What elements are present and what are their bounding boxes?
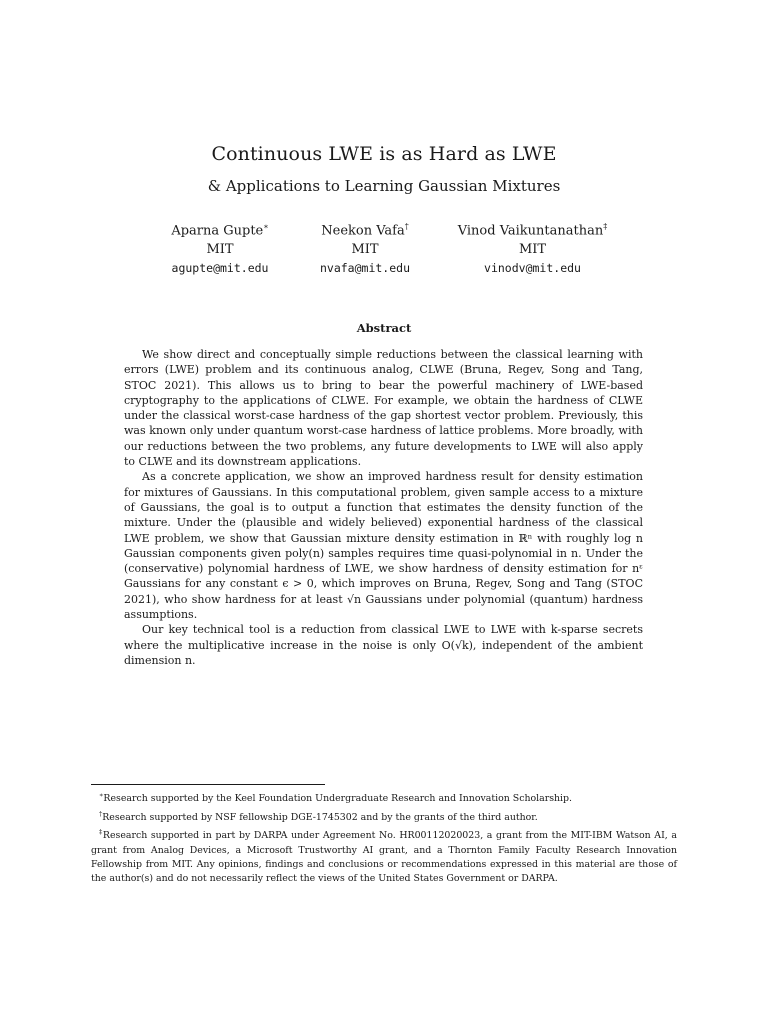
author-name: Neekon Vafa† <box>321 222 409 239</box>
author-affiliation: MIT <box>206 242 234 258</box>
paper-subtitle: & Applications to Learning Gaussian Mixtures <box>207 177 561 195</box>
abstract-paragraph: We show direct and conceptually simple reductions between the classical learning with errors (LWE) problem and its continuous analog, CLWE (Bruna, Regev, Song and Tang, STOC 2021). This allows us to bring to bear the powerful machinery of LWE-based cryptography to the applications of CLWE. For example, we obtain the hardness of CLWE under the classical worst-case hardness of the gap shortest vector problem. Previously, this was known only under quantum worst-case hardness of lattice problems. More broadly, with our reductions between the two problems, any future developments to LWE will also apply to CLWE and its downstream applications. <box>124 348 643 469</box>
author-affiliation: MIT <box>351 242 379 258</box>
author-name: Aparna Gupte∗ <box>171 222 269 239</box>
abstract-body <box>124 347 643 668</box>
abstract-heading: Abstract <box>356 321 412 335</box>
footnote: ∗Research supported by the Keel Foundation Undergraduate Research and Innovation Scholarship. <box>99 791 573 805</box>
author-block <box>445 217 620 278</box>
footnotes <box>91 788 677 887</box>
author-email: vinodv@mit.edu <box>484 261 581 276</box>
footnote: †Research supported by NSF fellowship DGE-1745302 and by the grants of the third author. <box>99 809 538 823</box>
footnote-mark: ‡ <box>603 222 608 231</box>
abstract-paragraph: As a concrete application, we show an improved hardness result for density estimation for mixtures of Gaussians. In this computational problem, given sample access to a mixture of Gaussians, the goal is to output a function that estimates the density function of the mixture. Under the (plausible and widely believed) exponential hardness of the classical LWE problem, we show that Gaussian mixture density estimation in ℝⁿ with roughly log n Gaussian components given poly(n) samples requires time quasi-polynomial in n. Under the (conservative) polynomial hardness of LWE, we show hardness of density estimation for nᵋ Gaussians for any constant ϵ > 0, which improves on Bruna, Regev, Song and Tang (STOC 2021), who show hardness for at least √n Gaussians under polynomial (quantum) hardness assumptions. <box>124 470 643 622</box>
footnote-mark: ∗ <box>263 222 269 231</box>
abstract-paragraph: Our key technical tool is a reduction from classical LWE to LWE with k-sparse secrets where the multiplicative increase in the noise is only O(√k), independent of the ambient dimension n. <box>124 623 643 667</box>
footnote-mark: † <box>404 222 409 231</box>
author-block <box>150 217 290 278</box>
author-email: agupte@mit.edu <box>171 261 269 276</box>
author-email: nvafa@mit.edu <box>319 261 410 276</box>
footnote-divider <box>91 784 325 785</box>
footnote: ‡Research supported in part by DARPA under Agreement No. HR00112020023, a grant from the MIT-IBM Watson AI, a grant from Analog Devices, a Microsoft Trustworthy AI grant, and a Thornton Family Faculty Research Innovation Fellowship from MIT. Any opinions, findings and conclusions or recommendations expressed in this material are those of the author(s) and do not necessarily reflect the views of the United States Government or DARPA. <box>91 828 677 885</box>
paper-title: Continuous LWE is as Hard as LWE <box>211 143 557 165</box>
author-affiliation: MIT <box>518 242 547 258</box>
author-name: Vinod Vaikuntanathan‡ <box>457 222 608 239</box>
author-block <box>295 217 435 278</box>
